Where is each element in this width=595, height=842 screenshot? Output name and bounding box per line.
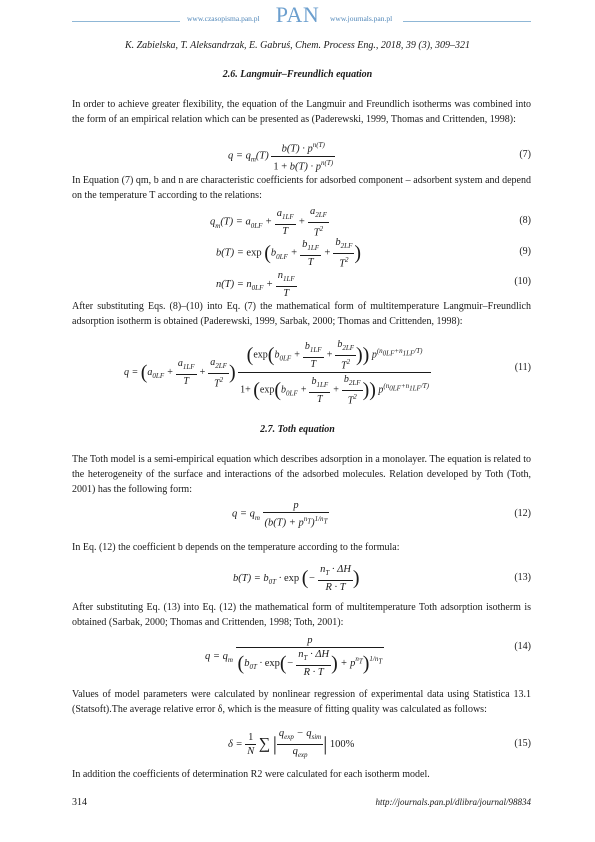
pan-logo: PAN: [275, 2, 320, 27]
equation-12: $q = q_m$ $\frac{p}{(b(T) + p^{n_T})^{1/n_T}}$: [232, 500, 328, 529]
equation-number-12: (12): [514, 508, 531, 519]
equation-7: $q = q_m(T)$ $\frac{b(T) \cdot p^{n(T)}}{1 + b(T) \cdot p^{n(T)}}$: [228, 141, 334, 172]
section-title-toth: 2.7. Toth equation: [260, 424, 335, 435]
paragraph-lf-intro: In order to achieve greater flexibility, the equation of the Langmuir and Freundlich isotherms was combined into the form of an empirical relation which can be presented as (Paderewski, 1999, Thomas and Crittenden, 1998):: [72, 99, 531, 125]
equation-15: δ = $\frac{1}{N}$ ∑ | $\frac{q_{exp} - q_{sim}}{q_{exp}}$ | 100%: [228, 728, 355, 760]
equation-9: $b(T) = \exp (b_{0LF}$ + $\frac{b_{1LF}}{T}$ + $\frac{b_{2LF}}{T^2}$ ): [216, 237, 362, 270]
equation-number-11: (11): [514, 362, 531, 373]
equation-number-14: (14): [514, 641, 531, 652]
equation-10: $n(T) = n_{0LF}$ + $\frac{n_{1LF}}{T}$: [216, 270, 295, 300]
equation-number-15: (15): [514, 738, 531, 749]
equation-number-13: (13): [514, 572, 531, 583]
paragraph-fitting-quality: Values of model parameters were calculated by nonlinear regression of experimental data using Statistica 13.1 (Statsoft).The average relative error δ, which is the measure of fitting quality was calculated as follows:: [72, 689, 531, 715]
paragraph-lf-multitemperature: After substituting Eqs. (8)–(10) into Eq. (7) the mathematical form of multitemperature Langmuir–Freundlich adsorption isotherm is obtained (Paderewski, 1999, Sarbak, 2000; Thomas and Crittenden, 1998):: [72, 301, 531, 327]
equation-number-10: (10): [514, 276, 531, 287]
section-title-langmuir-freundlich: 2.6. Langmuir–Freundlich equation: [222, 69, 373, 80]
paragraph-determination: In addition the coefficients of determination R2 were calculated for each isotherm model.: [72, 769, 430, 780]
equation-8: $q_m(T) = a_{0LF}$ + $\frac{a_{1LF}}{T}$ + $\frac{a_{2LF}}{T^2}$: [210, 206, 327, 239]
equation-number-7: (7): [519, 149, 531, 160]
equation-number-9: (9): [519, 246, 531, 257]
equation-11: $q = (a_{0LF}$ + $\frac{a_{1LF}}{T}$ + $\frac{a_{2LF}}{T^2}$ ) ($\exp(b_{0LF}$ + $\frac{b_{1LF}}{T}$ + $\frac{b_{2LF}}{T^2}$ )) $p^{(n_{0LF}+n_{1LF}/T)}$ $1+ (\exp(b_{0LF}$ + $\frac{b_{1LF}}{T}$ + $\frac{b_{2LF}}{T^2}$ )) $p^{(n_{0LF}+n_{1LF}/T)}$: [124, 339, 429, 407]
header-right-url[interactable]: www.journals.pan.pl: [330, 14, 393, 23]
equation-number-8: (8): [519, 215, 531, 226]
footer-url[interactable]: http://journals.pan.pl/dlibra/journal/98834: [375, 797, 531, 807]
paragraph-toth-coefficient: In Eq. (12) the coefficient b depends on the temperature according to the formula:: [72, 542, 400, 553]
page-number: 314: [72, 797, 87, 808]
header-left-url[interactable]: www.czasopisma.pan.pl: [187, 14, 260, 23]
paragraph-lf-coefficients: In Equation (7) qm, b and n are characteristic coefficients for adsorbed component – adsorbent system and depend on the temperature T according to the relations:: [72, 175, 531, 201]
paragraph-toth-multitemperature: After substituting Eq. (13) into Eq. (12) the mathematical form of multitemperature Toth adsorption isotherm is obtained (Sarbak, 2000; Thomas and Crittenden, 1998; Toth, 2001):: [72, 602, 531, 628]
paragraph-toth-intro: The Toth model is a semi-empirical equation which describes adsorption in a monolayer. The equation is related to the heterogeneity of the surface and interactions of the adsorbed molecules. Relation developed by Toth (Toth, 2001) has the following form:: [72, 454, 531, 495]
equation-14: $q = q_m$ p ($b_{0T} \cdot \exp(-$ $\frac{n_T \cdot \Delta H}{R \cdot T}$ ) + $p^{n_T})^{1/n_T}$: [205, 635, 383, 679]
running-citation: K. Zabielska, T. Aleksandrzak, E. Gabruś, Chem. Process Eng., 2018, 39 (3), 309–321: [124, 40, 471, 51]
equation-13: $b(T) = b_{0T} \cdot \exp$ (− $\frac{n_T \cdot \Delta H}{R \cdot T}$ ): [233, 564, 360, 594]
